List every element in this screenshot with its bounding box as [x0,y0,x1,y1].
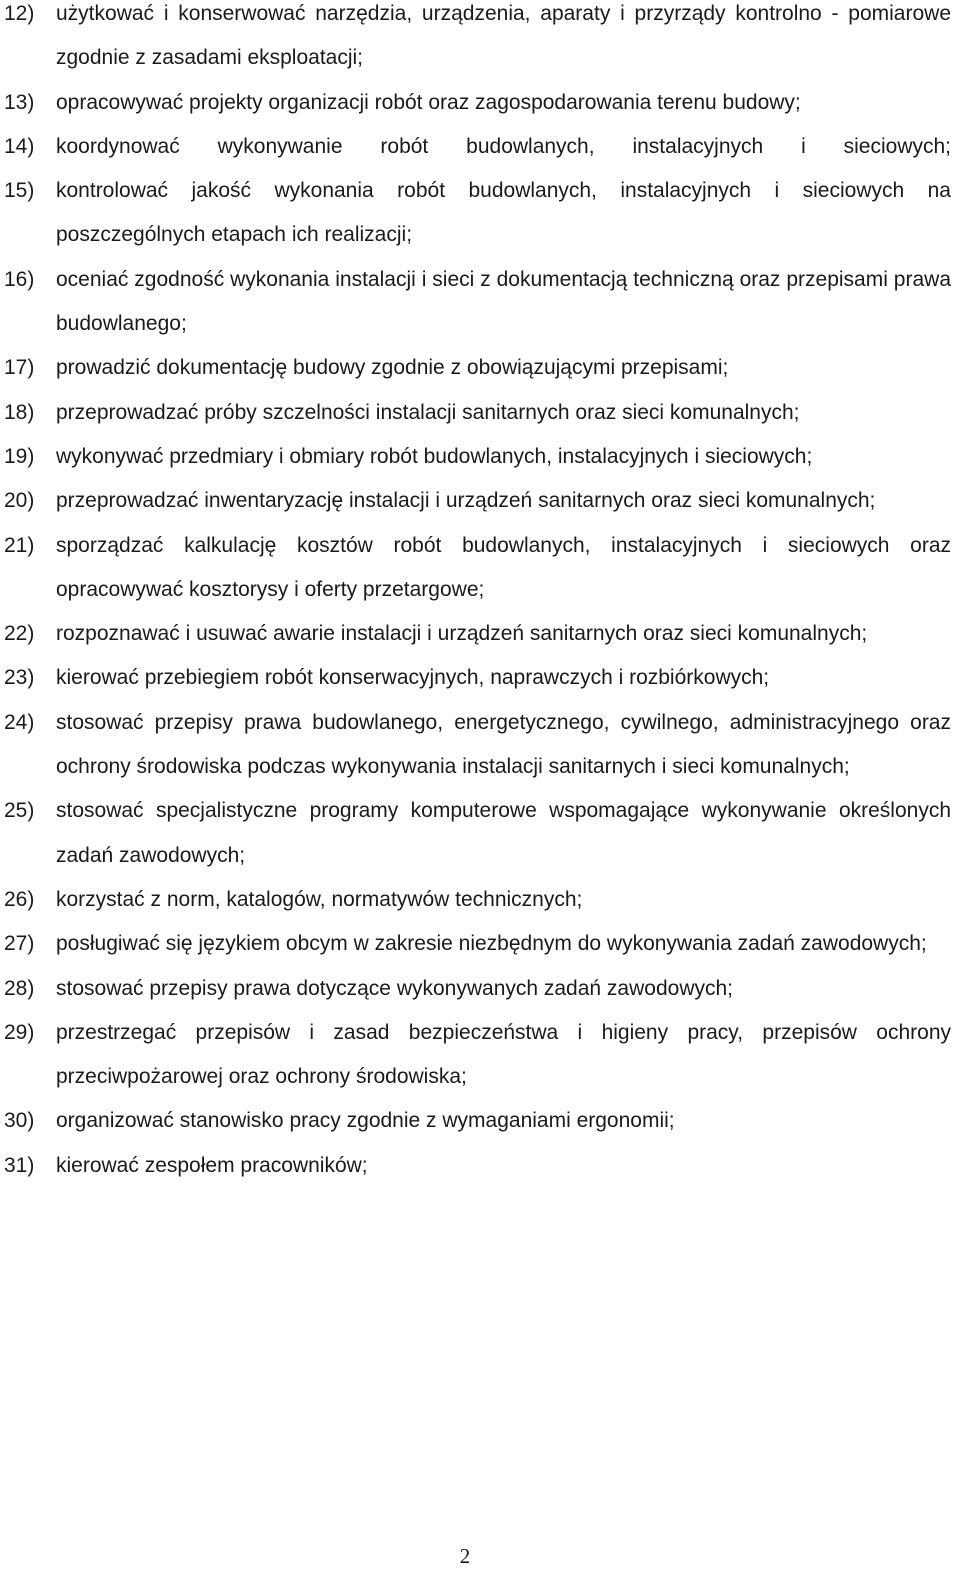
list-item-text: organizować stanowisko pracy zgodnie z wymaganiami ergonomii; [56,1109,675,1133]
list-item-number: 22) [4,622,35,646]
list-item [0,169,951,258]
list-item-number: 23) [4,666,35,690]
list-item-number: 30) [4,1109,35,1133]
list-item-text: kontrolować jakość wykonania robót budowlanych, instalacyjnych i sieciowych na poszczególnych etapach ich realizacji; [56,179,951,247]
list-item [0,878,951,922]
list-item-number: 25) [4,799,35,823]
list-item-text: korzystać z norm, katalogów, normatywów technicznych; [56,887,583,911]
list-item-number: 17) [4,356,35,380]
list-item [0,524,951,613]
list-item [0,922,951,966]
list-item-number: 18) [4,400,35,424]
list-item-text: przestrzegać przepisów i zasad bezpieczeństwa i higieny pracy, przepisów ochrony przeciwpożarowej oraz ochrony środowiska; [56,1020,951,1089]
list-item-text: stosować przepisy prawa dotyczące wykonywanych zadań zawodowych; [56,976,733,1000]
list-item [0,258,951,347]
list-item-number: 16) [4,267,35,291]
list-item-number: 19) [4,444,35,468]
list-item [0,612,951,656]
list-item [0,1144,951,1188]
list-item [0,391,951,435]
list-item [0,656,951,700]
list-item-text: stosować przepisy prawa budowlanego, energetycznego, cywilnego, administracyjnego oraz ochrony środowiska podczas wykonywania instalacji sanitarnych i sieci komunalnych; [56,710,951,779]
list-item-text: kierować przebiegiem robót konserwacyjnych, naprawczych i rozbiórkowych; [56,666,770,690]
list-item-text: wykonywać przedmiary i obmiary robót budowlanych, instalacyjnych i sieciowych; [56,444,813,468]
page-number: 2 [459,1544,471,1568]
list-item-text: prowadzić dokumentację budowy zgodnie z obowiązującymi przepisami; [56,356,729,380]
list-item-text: oceniać zgodność wykonania instalacji i sieci z dokumentacją techniczną oraz przepisami prawa budowlanego; [56,267,951,336]
list-item [0,346,951,390]
list-item [0,125,951,169]
list-item-number: 24) [4,710,35,734]
list-item-text: użytkować i konserwować narzędzia, urządzenia, aparaty i przyrządy kontrolno - pomiarowe zgodnie z zasadami eksploatacji; [56,2,951,70]
list-item [0,435,951,479]
list-item-number: 31) [4,1153,35,1177]
list-item-text: przeprowadzać próby szczelności instalacji sanitarnych oraz sieci komunalnych; [56,400,800,424]
list-item-number: 14) [4,134,35,158]
list-item-number: 20) [4,489,35,513]
list-item-number: 26) [4,887,35,911]
list-item-text: kierować zespołem pracowników; [56,1153,368,1177]
list-item-number: 27) [4,932,35,956]
list-item [0,701,951,790]
list-item-number: 13) [4,90,35,114]
list-item [0,1011,951,1100]
list-item [0,1099,951,1143]
list-item-text: koordynować wykonywanie robót budowlanych, instalacyjnych i sieciowych; [56,134,951,158]
list-item-number: 15) [4,179,35,203]
list-item-text: opracowywać projekty organizacji robót oraz zagospodarowania terenu budowy; [56,90,801,114]
list-item [0,81,951,125]
list-item [0,967,951,1011]
list-item-text: przeprowadzać inwentaryzację instalacji i urządzeń sanitarnych oraz sieci komunalnych; [56,489,876,513]
list-item [0,479,951,523]
list-item-number: 28) [4,976,35,1000]
list-item-text: posługiwać się językiem obcym w zakresie niezbędnym do wykonywania zadań zawodowych; [56,932,927,956]
list-item-text: rozpoznawać i usuwać awarie instalacji i urządzeń sanitarnych oraz sieci komunalnych; [56,622,868,646]
list-item-text: sporządzać kalkulację kosztów robót budowlanych, instalacyjnych i sieciowych oraz opracowywać kosztorysy i oferty przetargowe; [56,533,951,601]
list-item [0,0,951,81]
list-item-number: 29) [4,1020,35,1044]
list-item-number: 21) [4,533,35,557]
list-item-text: stosować specjalistyczne programy komputerowe wspomagające wykonywanie określonych zadań zawodowych; [56,799,951,867]
list-item-number: 12) [4,2,35,25]
list-item [0,789,951,878]
